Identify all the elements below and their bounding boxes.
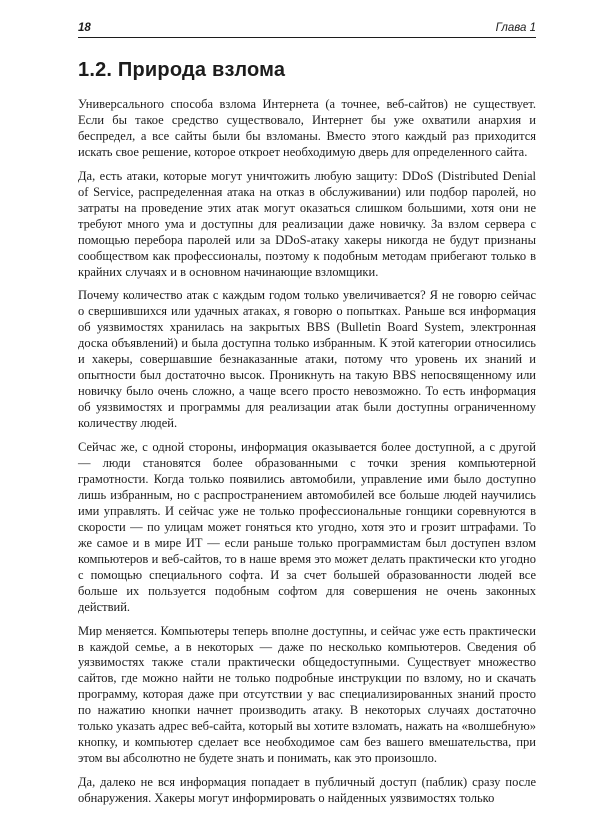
book-page [78, 22, 536, 815]
body-text [78, 97, 536, 807]
paragraph: Сейчас же, с одной стороны, информация оказывается более доступной, а с другой — люди становятся более образованными с точки зрения компьютерной грамотности. Когда только появились автомобили, управление ими было доступно лишь избранным, но с распространением автомобилей все больше людей научились ими управлять. И сейчас уже не только профессиональные гонщики соревнуются в скорости — по улицам может гоняться кто угодно, хотя это и грозит штрафами. То же самое и в мире ИТ — если раньше только программистам был доступен взлом компьютеров и веб-сайтов, то в наше время это может делать практически кто угодно с помощью специального софта. И за счет большей образованности людей все больше их пользуется подобным софтом для совершения не очень законных действий. [78, 440, 536, 614]
paragraph: Да, далеко не вся информация попадает в публичный доступ (паблик) сразу после обнаружения. Хакеры могут информировать о найденных уязвимостях только [78, 775, 536, 806]
paragraph: Почему количество атак с каждым годом только увеличивается? Я не говорю сейчас о свершившихся или удачных атаках, я говорю о попытках. Раньше вся информация об уязвимостях хранилась на закрытых BBS (Bulletin Board System, электронная доска объявлений) и была доступна только избранным. К этой категории относились и хакеры, совершавшие безнаказанные атаки, потому что уровень их знаний и опытности был достаточно высок. Проникнуть на такую BBS непосвященному или новичку было очень сложно, а чаще всего просто невозможно. То есть информация об уязвимостях и программы для реализации атак были доступны ограниченному количеству людей. [78, 288, 536, 431]
running-header [78, 22, 536, 38]
page-number: 18 [78, 22, 91, 34]
paragraph: Да, есть атаки, которые могут уничтожить любую защиту: DDoS (Distributed Denial of Service, распределенная атака на отказ в обслуживании) или подбор паролей, но затраты на проведение этих атак могут оказаться слишком большими, хотя они не требуют много ума и доступны для реализации даже новичку. За взлом сервера с помощью перебора паролей или за DDoS-атаку хакеры никогда не будут признаны сообществом как профессионалы, поэтому к подобным методам прибегают только в крайних случаях и в основном начинающие взломщики. [78, 168, 536, 279]
chapter-label: Глава 1 [495, 22, 536, 34]
paragraph: Мир меняется. Компьютеры теперь вполне доступны, и сейчас уже есть практически в каждой семье, а в некоторых — даже по несколько компьютеров. Сведения об уязвимостях также стали практически общедоступными. Существует множество сайтов, где можно найти не только подробные инструкции по взлому, но и скачать программу, которая даже при отсутствии у вас специализированных знаний просто по нажатию кнопки начнет производить атаку. В некоторых случаях достаточно только указать адрес веб-сайта, который вы хотите взломать, нажать на «волшебную» кнопку, и компьютер сделает все необходимое сам без вашего вмешательства, при этом вы абсолютно не будете знать и понимать, как это произошло. [78, 623, 536, 766]
section-title: 1.2. Природа взлома [78, 59, 286, 81]
paragraph: Универсального способа взлома Интернета (а точнее, веб-сайтов) не существует. Если бы такое средство существовало, Интернет бы уже охватили анархия и беспредел, а все сайты были бы взломаны. Вместо этого каждый раз приходится искать свое решение, которое откроет необходимую дверь для определенного сайта. [78, 97, 536, 159]
